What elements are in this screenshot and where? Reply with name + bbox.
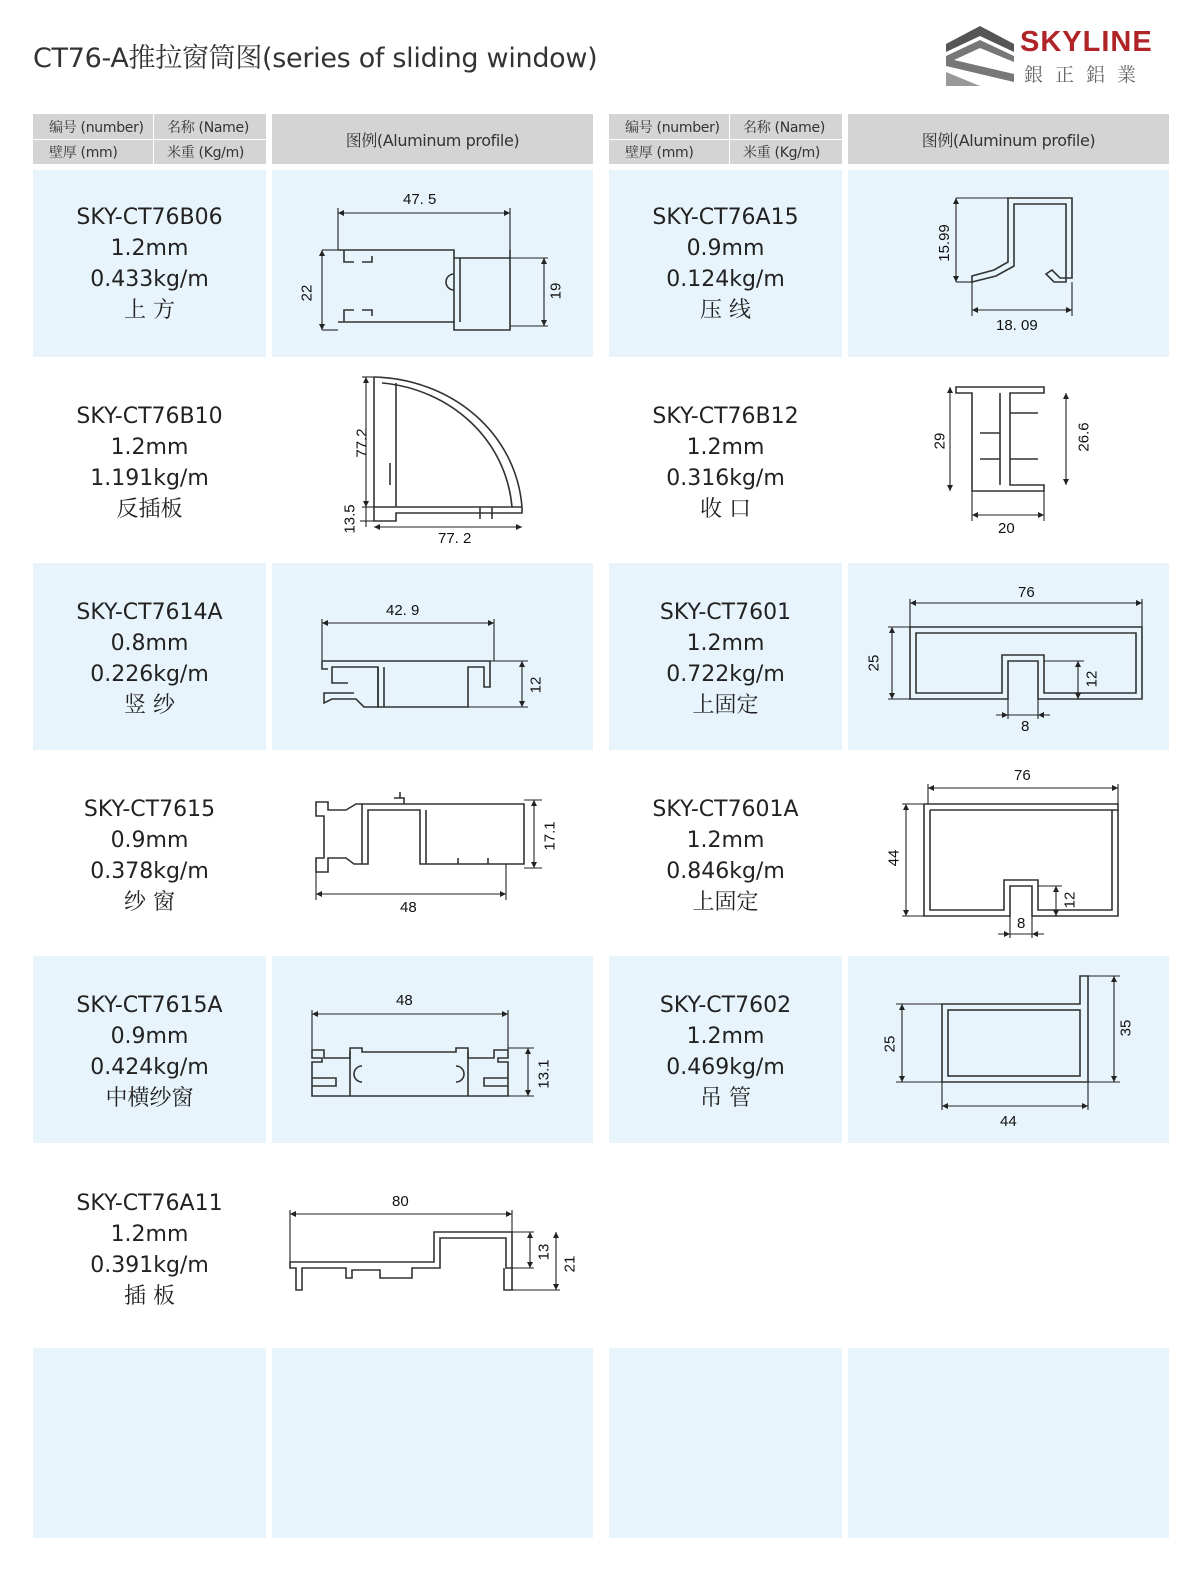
profile-drawing-ct76a15 [848,170,1169,357]
dim-height: 13.1 [535,1059,553,1089]
spec-cell-ct76b10 [33,367,266,554]
spec-cell-ct7615 [33,760,266,947]
header-figure-left: 图例(Aluminum profile) [272,114,593,164]
profile-drawing-ct7601 [848,563,1169,750]
profile-drawing-ct76b10 [272,367,593,554]
dim-height: 15.99 [935,224,953,262]
figure-cell-ct7614a [272,563,593,750]
page-title: CT76-A推拉窗筒图(series of sliding window) [33,43,598,74]
dim-width: 48 [400,899,417,916]
header-weight: 米重 (Kg/m) [167,145,245,161]
figure-cell-ct7602 [848,956,1169,1143]
unit-weight: 0.316kg/m [666,466,785,491]
product-code: SKY-CT7602 [659,993,792,1018]
dim-height: 29 [931,432,949,450]
product-code: SKY-CT76B10 [76,404,223,429]
header-spec-left [33,114,266,164]
empty-cell [609,1348,842,1538]
product-code: SKY-CT7601A [652,797,799,822]
dim-slot-depth: 12 [1061,891,1079,909]
figure-cell-ct7601 [848,563,1169,750]
wall-thickness: 1.2mm [686,828,765,853]
product-name: 上固定 [692,693,759,718]
spec-cell-ct7601 [609,563,842,750]
dim-height-inner: 13 [535,1243,553,1261]
product-name: 竖 纱 [124,693,175,718]
figure-cell-ct76a11 [272,1152,593,1339]
product-name: 收 口 [700,497,751,522]
product-code: SKY-CT76B12 [652,404,799,429]
header-spec-right [609,114,842,164]
dim-height: 25 [881,1035,899,1053]
dim-slot-width: 8 [1017,915,1026,932]
product-code: SKY-CT76A11 [76,1191,223,1216]
wall-thickness: 1.2mm [110,1222,189,1247]
header-name: 名称 (Name) [743,120,825,136]
brand-name-en: SKYLINE [1020,26,1153,58]
dim-width: 44 [1000,1113,1017,1130]
profile-drawing-ct7614a [272,563,593,750]
unit-weight: 1.191kg/m [90,466,209,491]
dim-height: 12 [527,676,545,694]
dim-height: 21 [561,1255,579,1273]
unit-weight: 0.391kg/m [90,1253,209,1278]
profile-drawing-ct76a11 [272,1152,593,1339]
figure-cell-ct76a15 [848,170,1169,357]
spec-cell-ct76a15 [609,170,842,357]
product-name: 反插板 [116,497,183,522]
unit-weight: 0.226kg/m [90,662,209,687]
dim-width: 76 [1014,767,1031,784]
spec-cell-ct76a11 [33,1152,266,1339]
dim-slot-depth: 12 [1083,670,1101,688]
wall-thickness: 1.2mm [686,435,765,460]
unit-weight: 0.424kg/m [90,1055,209,1080]
dim-width: 20 [998,520,1015,537]
header-thickness: 壁厚 (mm) [625,145,694,161]
product-code: SKY-CT76B06 [76,205,223,230]
empty-cell [848,1348,1169,1538]
spec-cell-ct76b12 [609,367,842,554]
header-thickness: 壁厚 (mm) [49,145,118,161]
figure-cell-ct76b10 [272,367,593,554]
wall-thickness: 0.9mm [110,828,189,853]
product-code: SKY-CT7615 [83,797,216,822]
spec-cell-ct7614a [33,563,266,750]
header-figure-right: 图例(Aluminum profile) [848,114,1169,164]
dim-width: 80 [392,1193,409,1210]
unit-weight: 0.846kg/m [666,859,785,884]
dim-height-inner: 19 [547,282,565,300]
unit-weight: 0.469kg/m [666,1055,785,1080]
header-name: 名称 (Name) [167,120,249,136]
profile-drawing-ct76b12 [848,367,1169,554]
dim-width: 77. 2 [438,530,472,547]
brand-logo [940,22,1170,88]
product-name: 纱 窗 [124,890,175,915]
dim-flange: 13.5 [341,504,359,534]
product-name: 吊 管 [700,1086,751,1111]
unit-weight: 0.124kg/m [666,267,785,292]
figure-cell-ct76b06 [272,170,593,357]
product-code: SKY-CT7601 [659,600,792,625]
dim-height: 77.2 [353,428,371,458]
dim-height-inner: 26.6 [1075,422,1093,452]
product-name: 上 方 [124,298,175,323]
dim-slot-width: 8 [1021,718,1030,735]
spec-cell-ct7601a [609,760,842,947]
skyline-logo-icon [940,22,1020,88]
dim-width: 47. 5 [403,191,437,208]
dim-width: 18. 09 [996,317,1038,334]
product-name: 中横纱窗 [105,1086,194,1111]
wall-thickness: 0.8mm [110,631,189,656]
empty-cell [33,1348,266,1538]
header-number: 编号 (number) [625,120,720,136]
figure-cell-ct7615 [272,760,593,947]
profile-drawing-ct7615a [272,956,593,1143]
product-code: SKY-CT7614A [76,600,223,625]
unit-weight: 0.722kg/m [666,662,785,687]
dim-height: 44 [885,849,903,867]
profile-drawing-ct76b06 [272,170,593,357]
product-name: 上固定 [692,890,759,915]
figure-cell-ct7601a [848,760,1169,947]
product-name: 插 板 [124,1284,175,1309]
dim-width: 42. 9 [386,602,420,619]
header-weight: 米重 (Kg/m) [743,145,821,161]
product-name: 压 线 [700,298,751,323]
dim-width: 48 [396,992,413,1009]
empty-cell [272,1348,593,1538]
unit-weight: 0.433kg/m [90,267,209,292]
spec-cell-ct7615a [33,956,266,1143]
profile-drawing-ct7601a [848,760,1169,947]
header-number: 编号 (number) [49,120,144,136]
figure-cell-ct7615a [272,956,593,1143]
profile-drawing-ct7602 [848,956,1169,1143]
wall-thickness: 0.9mm [110,1024,189,1049]
product-code: SKY-CT7615A [76,993,223,1018]
profile-drawing-ct7615 [272,760,593,947]
dim-height: 17.1 [541,821,559,851]
figure-cell-ct76b12 [848,367,1169,554]
wall-thickness: 1.2mm [686,1024,765,1049]
wall-thickness: 1.2mm [110,236,189,261]
wall-thickness: 1.2mm [110,435,189,460]
dim-height: 22 [298,284,316,302]
dim-width: 76 [1018,584,1035,601]
product-code: SKY-CT76A15 [652,205,799,230]
spec-cell-ct7602 [609,956,842,1143]
dim-height-total: 35 [1117,1019,1135,1037]
brand-name-cn: 銀正鋁業 [1024,64,1149,86]
unit-weight: 0.378kg/m [90,859,209,884]
spec-cell-ct76b06 [33,170,266,357]
dim-height: 25 [865,654,883,672]
wall-thickness: 1.2mm [686,631,765,656]
wall-thickness: 0.9mm [686,236,765,261]
